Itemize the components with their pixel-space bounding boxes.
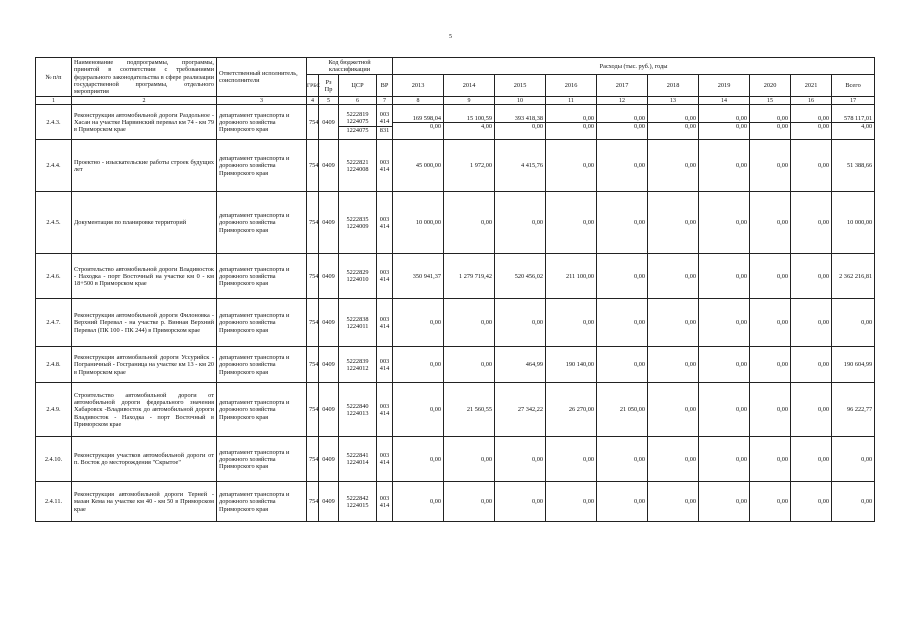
row-amount: 0,00 — [444, 347, 495, 383]
row-grbs: 754 — [307, 383, 319, 437]
row-amount — [750, 105, 791, 140]
row-grbs: 754 — [307, 299, 319, 347]
row-amount: 0,00 — [393, 437, 444, 482]
row-amount: 0,00 — [791, 383, 832, 437]
row-amount: 1 279 719,42 — [444, 254, 495, 299]
row-responsible: департамент транспорта и дорожного хозяйства Приморского края — [217, 299, 307, 347]
header-year: 2020 — [750, 75, 791, 97]
row-amount: 0,00 — [699, 347, 750, 383]
column-index: 12 — [597, 97, 648, 105]
header-year: 2015 — [495, 75, 546, 97]
row-csr-part: 5222819 1224075 — [346, 111, 369, 126]
table-row — [36, 383, 875, 437]
row-csr: 5222835 1224009 — [339, 192, 377, 254]
header-year: 2013 — [393, 75, 444, 97]
row-rzpr: 0409 — [319, 299, 339, 347]
header-year: 2017 — [597, 75, 648, 97]
row-amount-part: 0,00 — [393, 122, 443, 130]
row-amount: 0,00 — [393, 383, 444, 437]
row-total: 190 604,99 — [832, 347, 875, 383]
header-vr: ВР — [377, 75, 393, 97]
row-total-part: 4,00 — [832, 122, 874, 130]
column-index: 8 — [393, 97, 444, 105]
column-index: 9 — [444, 97, 495, 105]
row-grbs: 754 — [307, 105, 319, 140]
row-amount: 0,00 — [546, 437, 597, 482]
row-total: 0,00 — [832, 437, 875, 482]
column-index: 15 — [750, 97, 791, 105]
row-name: Реконструкция автомобильной дороги Филоновка - Верхний Перевал - на участке р. Винная Верхний Перевал (ПК 100 - ПК 244) в Приморском крае — [72, 299, 217, 347]
row-name: Реконструкция автомобильной дороги Уссурийск - Пограничный - Госграница на участке км 13 - км 20 в Приморском крае — [72, 347, 217, 383]
row-amount-part: 393 418,38 — [514, 114, 544, 122]
row-amount — [648, 105, 699, 140]
row-amount: 350 941,37 — [393, 254, 444, 299]
row-responsible: департамент транспорта и дорожного хозяйства Приморского края — [217, 482, 307, 522]
row-number: 2.4.3. — [36, 105, 72, 140]
row-name: Реконструкция автомобильной дороги Раздольное - Хасан на участке Нарвинский перевал км 74 - км 79 в Приморском крае — [72, 105, 217, 140]
row-amount: 0,00 — [791, 192, 832, 254]
header-name: Наименование подпрограммы, программы, принятой в соответствии с требованиями федерального законодательства в сфере реализации государственной программы, отдельного мероприятия — [72, 58, 217, 97]
row-amount: 0,00 — [597, 437, 648, 482]
column-index: 13 — [648, 97, 699, 105]
row-amount: 0,00 — [597, 192, 648, 254]
row-total: 0,00 — [832, 299, 875, 347]
row-grbs: 754 — [307, 437, 319, 482]
row-amount-part: 15 100,59 — [466, 114, 493, 122]
header-year: 2016 — [546, 75, 597, 97]
row-responsible: департамент транспорта и дорожного хозяйства Приморского края — [217, 105, 307, 140]
table-row — [36, 437, 875, 482]
row-vr: 003 414 — [377, 482, 393, 522]
row-vr-part: 831 — [377, 126, 392, 134]
row-csr-part: 1224075 — [339, 126, 376, 134]
row-grbs: 754 — [307, 140, 319, 192]
header-year: 2019 — [699, 75, 750, 97]
row-amount-part: 0,00 — [648, 122, 698, 130]
header-rzpr: Рз Пр — [319, 75, 339, 97]
row-amount: 0,00 — [444, 299, 495, 347]
row-rzpr: 0409 — [319, 347, 339, 383]
row-amount: 10 000,00 — [393, 192, 444, 254]
row-amount: 190 140,00 — [546, 347, 597, 383]
row-amount: 0,00 — [393, 347, 444, 383]
row-amount: 0,00 — [791, 347, 832, 383]
row-amount: 0,00 — [791, 299, 832, 347]
row-number: 2.4.7. — [36, 299, 72, 347]
row-amount: 0,00 — [648, 437, 699, 482]
row-amount: 0,00 — [699, 299, 750, 347]
row-total: 0,00 — [832, 482, 875, 522]
row-name: Строительство автомобильной дороги от автомобильной дороги федерального значения Хабаровск -Владивосток до автомобильной дороги Владивосток - Находка - порт Восточный в Приморском крае — [72, 383, 217, 437]
row-amount — [393, 105, 444, 140]
row-vr: 003 414 — [377, 383, 393, 437]
row-amount: 0,00 — [648, 299, 699, 347]
row-amount — [699, 105, 750, 140]
row-number: 2.4.10. — [36, 437, 72, 482]
row-number: 2.4.9. — [36, 383, 72, 437]
column-index: 16 — [791, 97, 832, 105]
row-amount: 0,00 — [750, 482, 791, 522]
table-row — [36, 105, 875, 140]
row-grbs: 754 — [307, 192, 319, 254]
row-amount — [495, 105, 546, 140]
row-amount: 0,00 — [648, 140, 699, 192]
row-amount: 0,00 — [750, 299, 791, 347]
row-amount-part: 0,00 — [634, 114, 646, 122]
row-amount-part: 0,00 — [777, 114, 789, 122]
row-amount: 0,00 — [750, 254, 791, 299]
row-amount: 464,99 — [495, 347, 546, 383]
row-amount: 0,00 — [546, 482, 597, 522]
row-amount: 0,00 — [648, 192, 699, 254]
row-grbs: 754 — [307, 347, 319, 383]
row-amount: 0,00 — [750, 383, 791, 437]
row-amount: 0,00 — [597, 140, 648, 192]
row-amount: 0,00 — [750, 437, 791, 482]
row-rzpr: 0409 — [319, 383, 339, 437]
row-amount: 0,00 — [648, 347, 699, 383]
row-total: 10 000,00 — [832, 192, 875, 254]
row-amount-part: 0,00 — [583, 114, 595, 122]
row-amount-part: 0,00 — [750, 122, 790, 130]
row-amount: 0,00 — [495, 192, 546, 254]
row-csr: 5222842 1224015 — [339, 482, 377, 522]
row-rzpr: 0409 — [319, 482, 339, 522]
table-row — [36, 347, 875, 383]
row-amount: 0,00 — [495, 437, 546, 482]
header-year: 2021 — [791, 75, 832, 97]
row-amount: 0,00 — [699, 383, 750, 437]
row-total: 2 362 216,81 — [832, 254, 875, 299]
row-amount-part: 169 598,04 — [412, 114, 442, 122]
row-amount: 0,00 — [791, 437, 832, 482]
row-amount: 0,00 — [750, 140, 791, 192]
row-total-part: 578 117,01 — [844, 114, 873, 122]
page-number: 5 — [449, 34, 452, 40]
row-amount: 0,00 — [546, 140, 597, 192]
row-amount: 520 456,02 — [495, 254, 546, 299]
row-amount-part: 0,00 — [791, 122, 831, 130]
row-amount: 0,00 — [444, 192, 495, 254]
header-csr: ЦСР — [339, 75, 377, 97]
row-amount: 0,00 — [699, 192, 750, 254]
row-vr: 003 414 — [377, 254, 393, 299]
row-amount: 211 100,00 — [546, 254, 597, 299]
row-amount-part: 4,00 — [444, 122, 494, 130]
column-index: 14 — [699, 97, 750, 105]
row-csr: 5222841 1224014 — [339, 437, 377, 482]
row-amount — [546, 105, 597, 140]
row-number: 2.4.8. — [36, 347, 72, 383]
row-amount-part: 0,00 — [546, 122, 596, 130]
row-responsible: департамент транспорта и дорожного хозяйства Приморского края — [217, 383, 307, 437]
row-vr: 003 414 — [377, 347, 393, 383]
row-total — [832, 105, 875, 140]
row-rzpr: 0409 — [319, 437, 339, 482]
row-amount-part: 0,00 — [699, 122, 749, 130]
row-amount: 0,00 — [791, 482, 832, 522]
row-responsible: департамент транспорта и дорожного хозяйства Приморского края — [217, 140, 307, 192]
row-amount: 45 000,00 — [393, 140, 444, 192]
header-grbs: ГРБС — [307, 75, 319, 97]
row-responsible: департамент транспорта и дорожного хозяйства Приморского края — [217, 192, 307, 254]
column-index: 2 — [72, 97, 217, 105]
budget-table — [35, 57, 875, 522]
table-row — [36, 482, 875, 522]
row-grbs: 754 — [307, 254, 319, 299]
row-amount-part: 0,00 — [685, 114, 697, 122]
column-index: 6 — [339, 97, 377, 105]
row-amount: 0,00 — [699, 437, 750, 482]
row-amount — [791, 105, 832, 140]
header-year: 2014 — [444, 75, 495, 97]
row-csr: 5222829 1224010 — [339, 254, 377, 299]
row-amount: 0,00 — [495, 299, 546, 347]
table-row — [36, 299, 875, 347]
header-year: 2018 — [648, 75, 699, 97]
row-rzpr: 0409 — [319, 105, 339, 140]
row-csr: 5222839 1224012 — [339, 347, 377, 383]
row-amount: 0,00 — [597, 347, 648, 383]
row-responsible: департамент транспорта и дорожного хозяйства Приморского края — [217, 437, 307, 482]
column-index: 11 — [546, 97, 597, 105]
row-number: 2.4.5. — [36, 192, 72, 254]
row-total: 96 222,77 — [832, 383, 875, 437]
row-amount: 0,00 — [393, 299, 444, 347]
header-responsible: Ответственный исполнитель, соисполнители — [217, 58, 307, 97]
row-amount: 0,00 — [546, 192, 597, 254]
row-amount-part: 0,00 — [818, 114, 830, 122]
row-amount-part: 0,00 — [495, 122, 545, 130]
row-rzpr: 0409 — [319, 254, 339, 299]
column-index: 17 — [832, 97, 875, 105]
row-responsible: департамент транспорта и дорожного хозяйства Приморского края — [217, 254, 307, 299]
row-csr: 5222840 1224013 — [339, 383, 377, 437]
row-amount: 0,00 — [648, 383, 699, 437]
row-amount: 0,00 — [699, 140, 750, 192]
row-csr: 5222821 1224008 — [339, 140, 377, 192]
column-index: 10 — [495, 97, 546, 105]
row-number: 2.4.6. — [36, 254, 72, 299]
row-amount: 0,00 — [495, 482, 546, 522]
column-index: 5 — [319, 97, 339, 105]
table-row — [36, 192, 875, 254]
row-amount-part: 0,00 — [736, 114, 748, 122]
row-amount: 21 050,00 — [597, 383, 648, 437]
row-amount: 0,00 — [444, 482, 495, 522]
column-index: 7 — [377, 97, 393, 105]
row-amount: 0,00 — [648, 254, 699, 299]
row-vr: 003 414 — [377, 192, 393, 254]
table-body — [36, 97, 875, 522]
row-name: Реконструкция участков автомобильной дороги от п. Восток до месторождения "Скрытое" — [72, 437, 217, 482]
row-amount: 1 972,00 — [444, 140, 495, 192]
row-number: 2.4.11. — [36, 482, 72, 522]
row-vr: 003 414 — [377, 140, 393, 192]
row-csr: 5222838 1224011 — [339, 299, 377, 347]
row-amount: 27 342,22 — [495, 383, 546, 437]
row-name: Реконструкция автомобильной дороги Терней - мазан Кема на участке км 40 - км 50 в Приморском крае — [72, 482, 217, 522]
table-row — [36, 140, 875, 192]
row-amount: 0,00 — [791, 140, 832, 192]
row-amount-part: 0,00 — [597, 122, 647, 130]
row-amount — [444, 105, 495, 140]
row-amount: 0,00 — [750, 192, 791, 254]
column-index: 4 — [307, 97, 319, 105]
table-row — [36, 254, 875, 299]
row-responsible: департамент транспорта и дорожного хозяйства Приморского края — [217, 347, 307, 383]
row-amount: 26 270,00 — [546, 383, 597, 437]
row-name: Проектно - изыскательские работы строек будущих лет — [72, 140, 217, 192]
row-name: Строительство автомобильной дороги Владивосток - Находка - порт Восточный на участке км 0 - км 18+500 в Приморском крае — [72, 254, 217, 299]
row-amount: 0,00 — [393, 482, 444, 522]
header-total: Всего — [832, 75, 875, 97]
row-rzpr: 0409 — [319, 192, 339, 254]
column-index: 3 — [217, 97, 307, 105]
row-amount: 0,00 — [597, 482, 648, 522]
row-amount: 0,00 — [699, 254, 750, 299]
row-amount: 0,00 — [444, 437, 495, 482]
row-amount: 0,00 — [699, 482, 750, 522]
header-expenses: Расходы (тыс. руб.), годы — [393, 58, 875, 75]
header-budget-code: Код бюджетной классификации — [307, 58, 393, 75]
row-vr: 003 414 — [377, 299, 393, 347]
row-amount: 0,00 — [597, 254, 648, 299]
row-amount: 4 415,76 — [495, 140, 546, 192]
row-vr: 003 414 — [377, 437, 393, 482]
row-amount: 0,00 — [546, 299, 597, 347]
row-vr — [377, 105, 393, 140]
row-amount: 0,00 — [597, 299, 648, 347]
row-grbs: 754 — [307, 482, 319, 522]
row-number: 2.4.4. — [36, 140, 72, 192]
row-amount: 21 560,55 — [444, 383, 495, 437]
row-amount: 0,00 — [791, 254, 832, 299]
row-amount: 0,00 — [750, 347, 791, 383]
row-amount: 0,00 — [648, 482, 699, 522]
column-index: 1 — [36, 97, 72, 105]
column-index-row — [36, 97, 875, 105]
row-csr — [339, 105, 377, 140]
row-vr-part: 003 414 — [379, 111, 390, 126]
row-amount — [597, 105, 648, 140]
table-header — [36, 58, 875, 97]
row-total: 51 388,66 — [832, 140, 875, 192]
row-rzpr: 0409 — [319, 140, 339, 192]
header-num: № п/п — [36, 58, 72, 97]
row-name: Документация по планировке территорий — [72, 192, 217, 254]
